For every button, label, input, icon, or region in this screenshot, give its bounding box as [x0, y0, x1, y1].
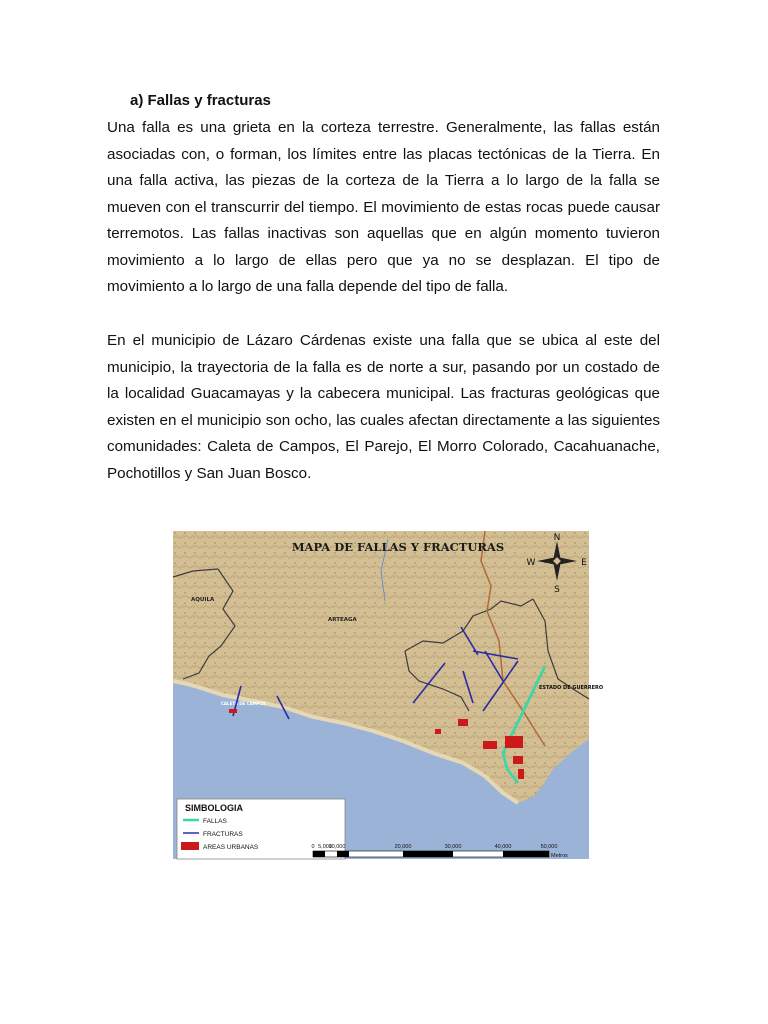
compass-n: N [553, 533, 561, 543]
map-title: MAPA DE FALLAS Y FRACTURAS [291, 540, 505, 554]
label-guerrero: ESTADO DE GUERRERO [539, 685, 604, 691]
legend-fallas: FALLAS [203, 818, 227, 825]
map-legend [177, 799, 345, 859]
legend-fracturas: FRACTURAS [203, 831, 243, 838]
scale-tick-label: 20,000 [394, 844, 412, 850]
scale-tick-label: 0 [311, 844, 315, 850]
scale-tick-label: 40,000 [494, 844, 512, 850]
paragraph-lazaro-cardenas: En el municipio de Lázaro Cárdenas existe una falla que se ubica al este del municipio, la trayectoria de la falla es de norte a sur, pasando por un costado de la localidad Guacamayas y la cabecera municipal. Las fracturas geológicas que existen en el municipio son ocho, las cuales afectan directamente a las siguientes comunidades: Caleta de Campos, El Parejo, El Morro Colorado, Cacahuanache, Pochotillos y San Juan Bosco. [107, 332, 660, 482]
fault-fracture-map [173, 531, 604, 859]
label-arteaga: ARTEAGA [328, 617, 357, 623]
scale-tick-label: 50,000 [540, 844, 558, 850]
compass-w: W [526, 558, 536, 568]
compass-s: S [554, 585, 560, 595]
compass-e: E [581, 558, 587, 568]
scale-unit: Metros [551, 853, 568, 859]
scale-tick-label: 30,000 [444, 844, 462, 850]
label-caleta: CALETA DE CAMPOS [221, 701, 266, 706]
scale-tick-label: 10,000 [328, 844, 346, 850]
section-heading: a) Fallas y fracturas [130, 92, 271, 109]
legend-title: SIMBOLOGIA [185, 803, 243, 813]
legend-urbanas: AREAS URBANAS [203, 844, 259, 851]
paragraph-fallas-definition: Una falla es una grieta en la corteza terrestre. Generalmente, las fallas están asociadas con, o forman, los límites entre las placas tectónicas de la Tierra. En una falla activa, las piezas de la corteza de la Tierra a lo largo de la falla se mueven con el transcurrir del tiempo. El movimiento de estas rocas puede causar terremotos. Las fallas inactivas son aquellas que en algún momento tuvieron movimiento a lo largo de ellas pero que ya no se desplazan. El tipo de movimiento a lo largo de una falla depende del tipo de falla. [107, 119, 660, 295]
scale-tick-label: 5,000 [318, 844, 332, 850]
label-aquila: AQUILA [191, 597, 215, 603]
